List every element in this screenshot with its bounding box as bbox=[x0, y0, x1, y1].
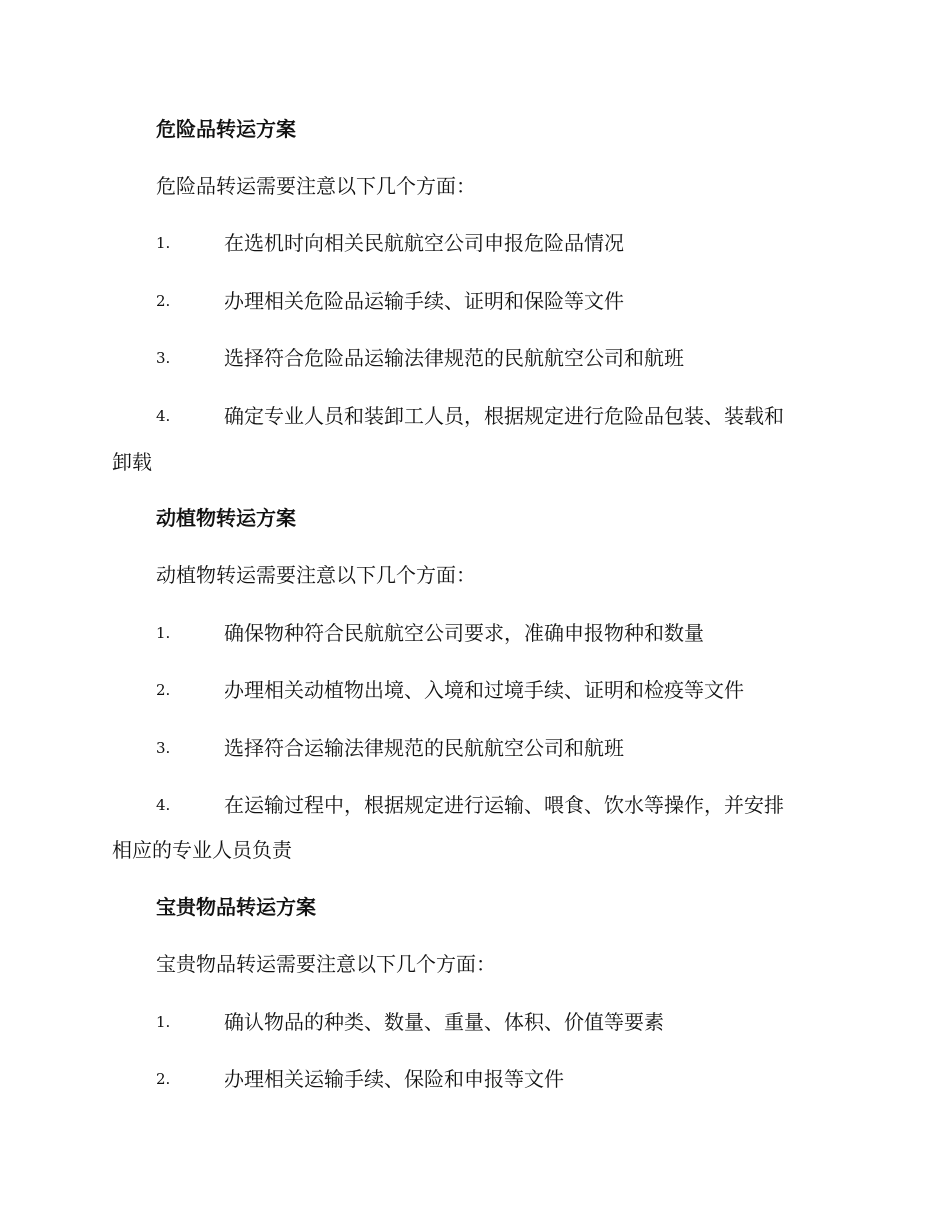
section-heading: 危险品转运方案 bbox=[156, 117, 296, 141]
list-item-number: 3. bbox=[156, 739, 171, 757]
list-item-number: 4. bbox=[156, 407, 171, 425]
list-item bbox=[0, 230, 950, 258]
list-item-continuation: 相应的专业人员负责 bbox=[112, 838, 292, 862]
list-item-number: 3. bbox=[156, 349, 171, 367]
list-item-number: 1. bbox=[156, 624, 171, 642]
list-item bbox=[0, 345, 950, 373]
list-item-text: 办理相关运输手续、保险和申报等文件 bbox=[224, 1067, 564, 1091]
section-heading: 动植物转运方案 bbox=[156, 506, 296, 530]
list-item-number: 2. bbox=[156, 1070, 171, 1088]
list-item-text: 选择符合运输法律规范的民航航空公司和航班 bbox=[224, 736, 624, 760]
list-item bbox=[0, 620, 950, 648]
list-item bbox=[0, 735, 950, 763]
list-item-number: 1. bbox=[156, 1013, 171, 1031]
section-intro: 危险品转运需要注意以下几个方面： bbox=[156, 174, 476, 198]
list-item-text: 确认物品的种类、数量、重量、体积、价值等要素 bbox=[224, 1010, 664, 1034]
section-heading: 宝贵物品转运方案 bbox=[156, 895, 316, 919]
list-item-number: 2. bbox=[156, 292, 171, 310]
list-item-number: 4. bbox=[156, 796, 171, 814]
list-item bbox=[0, 1066, 950, 1094]
list-item-number: 2. bbox=[156, 681, 171, 699]
list-item-text: 确保物种符合民航航空公司要求，准确申报物种和数量 bbox=[224, 621, 704, 645]
section-intro: 动植物转运需要注意以下几个方面： bbox=[156, 563, 476, 587]
list-item-text: 在选机时向相关民航航空公司申报危险品情况 bbox=[224, 231, 624, 255]
list-item-number: 1. bbox=[156, 234, 171, 252]
list-item-text: 确定专业人员和装卸工人员，根据规定进行危险品包装、装载和 bbox=[224, 404, 784, 428]
list-item-text: 办理相关动植物出境、入境和过境手续、证明和检疫等文件 bbox=[224, 678, 744, 702]
list-item-text: 在运输过程中，根据规定进行运输、喂食、饮水等操作，并安排 bbox=[224, 793, 784, 817]
section-intro: 宝贵物品转运需要注意以下几个方面： bbox=[156, 952, 496, 976]
list-item bbox=[0, 677, 950, 705]
list-item bbox=[0, 792, 950, 820]
list-item-continuation: 卸载 bbox=[112, 450, 152, 474]
list-item bbox=[0, 288, 950, 316]
list-item-text: 选择符合危险品运输法律规范的民航航空公司和航班 bbox=[224, 346, 684, 370]
list-item bbox=[0, 403, 950, 431]
list-item-text: 办理相关危险品运输手续、证明和保险等文件 bbox=[224, 289, 624, 313]
list-item bbox=[0, 1009, 950, 1037]
